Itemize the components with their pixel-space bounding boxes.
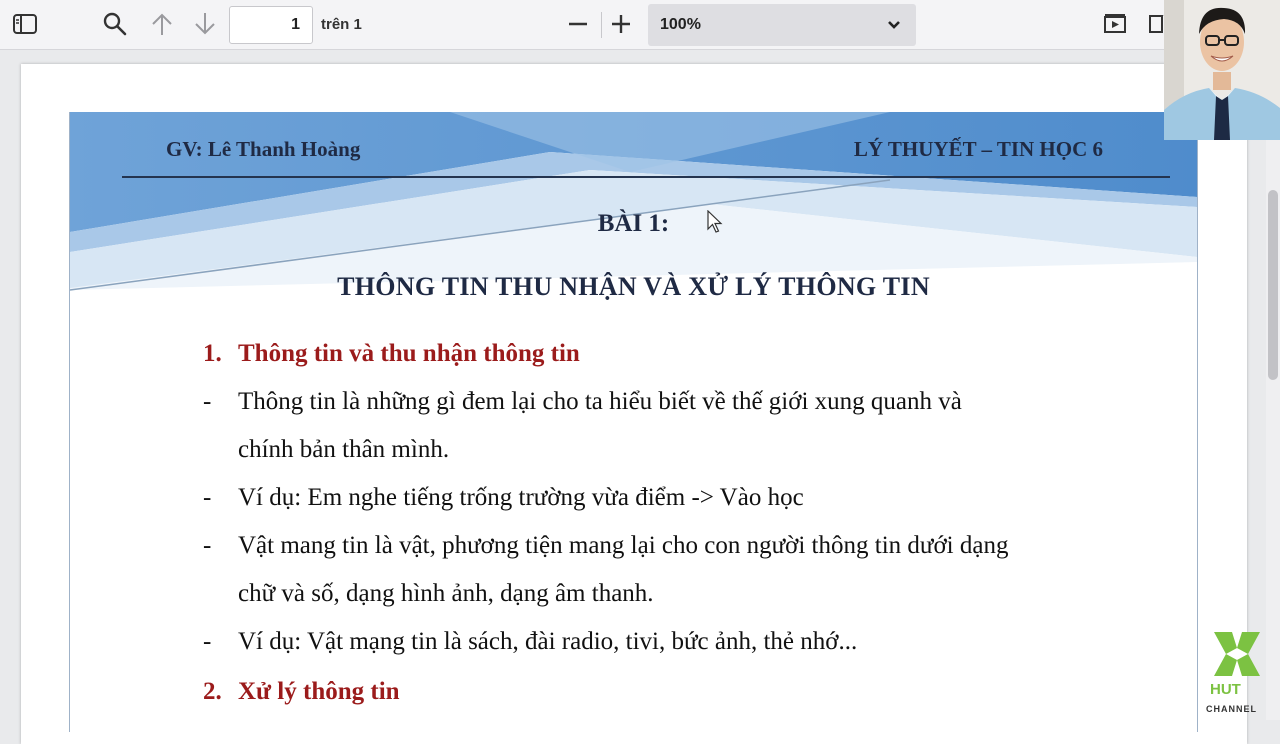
page-total-label: trên 1 [321,16,362,33]
section-heading [203,678,400,706]
list-item [203,522,1133,618]
bullet-dash: - [203,532,212,559]
search-icon [102,11,128,37]
page-number-input[interactable] [229,6,313,44]
bullet-text: Vật mang tin là vật, phương tiện mang lại cho con người thông tin dưới dạng [238,532,1009,559]
presentation-button[interactable] [1099,8,1131,40]
plus-icon [609,12,633,36]
pdf-toolbar [0,0,1280,50]
chevron-down-icon [886,18,902,32]
webcam-overlay [1164,0,1280,140]
bullet-text: Thông tin là những gì đem lại cho ta hiểu biết về thế giới xung quanh và [238,388,962,415]
zoom-select[interactable] [648,4,916,46]
zoom-value: 100% [660,16,701,33]
section-number: 2. [203,678,222,705]
channel-logo [1204,628,1270,718]
channel-logo-graphic [1204,628,1270,718]
sidebar-toggle-button[interactable] [9,8,41,40]
arrow-down-icon [193,11,217,37]
mouse-cursor-icon [707,210,723,234]
section-heading [203,340,580,368]
search-button[interactable] [99,8,131,40]
minus-icon [566,12,590,36]
zoom-in-button[interactable] [605,8,637,40]
logo-text: HUT [1210,681,1241,698]
bullet-dash: - [203,484,212,511]
header-subject: LÝ THUYẾT – TIN HỌC 6 [853,137,1103,161]
header-divider [122,176,1170,178]
bullet-dash: - [203,628,212,655]
arrow-up-icon [150,11,174,37]
bullet-dash: - [203,388,212,415]
bullet-text: Ví dụ: Vật mạng tin là sách, đài radio, tivi, bức ảnh, thẻ nhớ... [238,628,858,655]
next-page-button[interactable] [189,8,221,40]
lesson-title: THÔNG TIN THU NHẬN VÀ XỬ LÝ THÔNG TIN [337,272,930,301]
header-teacher: GV: Lê Thanh Hoàng [166,137,361,161]
bullet-text: chính bản thân mình. [238,436,450,463]
document-content [69,112,1198,732]
section-title: Thông tin và thu nhận thông tin [238,340,580,367]
scrollbar-thumb[interactable] [1268,190,1278,380]
bullet-text: Ví dụ: Em nghe tiếng trống trường vừa điểm -> Vào học [238,484,804,511]
section-title: Xử lý thông tin [238,678,400,705]
sidebar-toggle-icon [12,13,38,35]
list-item [203,474,1133,522]
vertical-scrollbar[interactable] [1266,50,1280,720]
lesson-number: BÀI 1: [597,210,670,237]
bullet-text: chữ và số, dạng hình ảnh, dạng âm thanh. [238,580,654,607]
present-icon [1102,12,1128,36]
zoom-out-button[interactable] [562,8,594,40]
list-item [203,618,1133,666]
presenter-video-image [1164,0,1280,140]
section-number: 1. [203,340,222,367]
previous-page-button[interactable] [146,8,178,40]
logo-subtext: CHANNEL [1206,704,1257,714]
list-item [203,378,1133,474]
toolbar-divider [601,12,602,38]
